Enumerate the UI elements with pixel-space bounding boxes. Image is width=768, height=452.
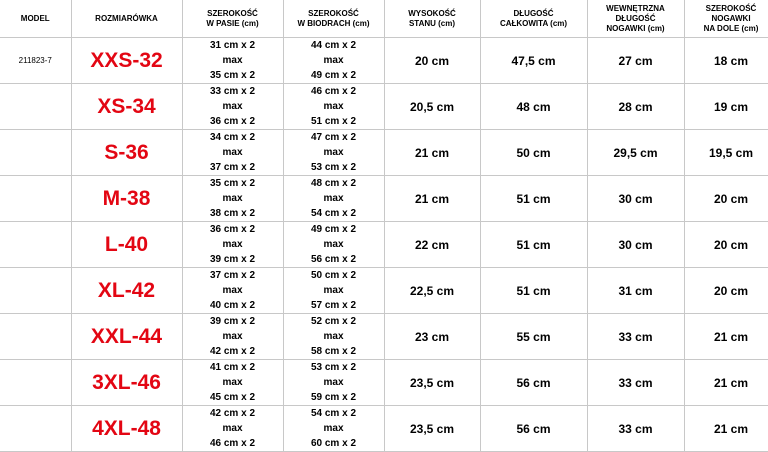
waist-line: max bbox=[222, 239, 243, 250]
header-inseam: WEWNĘTRZNA DŁUGOŚĆ NOGAWKI (cm) bbox=[587, 0, 684, 38]
leg-opening-cell: 20 cm bbox=[684, 176, 768, 222]
hips-line: 57 cm x 2 bbox=[310, 300, 357, 311]
model-cell bbox=[0, 84, 71, 130]
hips-cell bbox=[283, 176, 384, 222]
size-label: XXL-44 bbox=[71, 314, 182, 360]
waist-line: max bbox=[222, 331, 243, 342]
hips-cell bbox=[283, 360, 384, 406]
hips-line: 48 cm x 2 bbox=[310, 178, 357, 189]
rise-cell: 22 cm bbox=[384, 222, 480, 268]
leg-opening-cell: 18 cm bbox=[684, 38, 768, 84]
header-size: ROZMIARÓWKA bbox=[71, 0, 182, 38]
waist-cell bbox=[182, 176, 283, 222]
waist-line: 41 cm x 2 bbox=[209, 362, 256, 373]
header-rise: WYSOKOŚĆ STANU (cm) bbox=[384, 0, 480, 38]
hips-line: max bbox=[323, 101, 344, 112]
waist-line: 37 cm x 2 bbox=[209, 270, 256, 281]
table-row bbox=[0, 406, 768, 452]
inseam-cell: 29,5 cm bbox=[587, 130, 684, 176]
leg-opening-cell: 21 cm bbox=[684, 314, 768, 360]
hips-line: 46 cm x 2 bbox=[310, 86, 357, 97]
hips-cell bbox=[283, 38, 384, 84]
waist-line: max bbox=[222, 147, 243, 158]
model-cell bbox=[0, 360, 71, 406]
waist-line: 33 cm x 2 bbox=[209, 86, 256, 97]
waist-line: 36 cm x 2 bbox=[209, 116, 256, 127]
inseam-cell: 27 cm bbox=[587, 38, 684, 84]
inseam-cell: 31 cm bbox=[587, 268, 684, 314]
size-label: M-38 bbox=[71, 176, 182, 222]
model-cell: 211823-7 bbox=[0, 38, 71, 84]
model-cell bbox=[0, 176, 71, 222]
total-length-cell: 51 cm bbox=[480, 268, 587, 314]
total-length-cell: 56 cm bbox=[480, 406, 587, 452]
table-row bbox=[0, 360, 768, 406]
hips-line: max bbox=[323, 55, 344, 66]
rise-cell: 22,5 cm bbox=[384, 268, 480, 314]
hips-line: max bbox=[323, 193, 344, 204]
hips-line: 52 cm x 2 bbox=[310, 316, 357, 327]
total-length-cell: 51 cm bbox=[480, 176, 587, 222]
rise-cell: 20 cm bbox=[384, 38, 480, 84]
hips-line: 53 cm x 2 bbox=[310, 162, 357, 173]
inseam-cell: 30 cm bbox=[587, 222, 684, 268]
waist-line: max bbox=[222, 193, 243, 204]
size-label: XXS-32 bbox=[71, 38, 182, 84]
inseam-cell: 33 cm bbox=[587, 406, 684, 452]
waist-line: 39 cm x 2 bbox=[209, 316, 256, 327]
leg-opening-cell: 19 cm bbox=[684, 84, 768, 130]
hips-line: 59 cm x 2 bbox=[310, 392, 357, 403]
hips-cell bbox=[283, 222, 384, 268]
size-label: XL-42 bbox=[71, 268, 182, 314]
hips-line: max bbox=[323, 285, 344, 296]
waist-cell bbox=[182, 222, 283, 268]
inseam-cell: 30 cm bbox=[587, 176, 684, 222]
waist-line: max bbox=[222, 285, 243, 296]
waist-line: 35 cm x 2 bbox=[209, 178, 256, 189]
waist-cell bbox=[182, 130, 283, 176]
waist-line: 42 cm x 2 bbox=[209, 346, 256, 357]
hips-line: max bbox=[323, 423, 344, 434]
header-leg-opening: SZEROKOŚĆ NOGAWKI NA DOLE (cm) bbox=[684, 0, 768, 38]
table-row bbox=[0, 314, 768, 360]
waist-cell bbox=[182, 268, 283, 314]
size-label: XS-34 bbox=[71, 84, 182, 130]
hips-line: 56 cm x 2 bbox=[310, 254, 357, 265]
waist-cell bbox=[182, 406, 283, 452]
waist-line: 36 cm x 2 bbox=[209, 224, 256, 235]
total-length-cell: 56 cm bbox=[480, 360, 587, 406]
header-row bbox=[0, 0, 768, 38]
waist-line: max bbox=[222, 101, 243, 112]
hips-line: max bbox=[323, 239, 344, 250]
table-row bbox=[0, 84, 768, 130]
hips-cell bbox=[283, 84, 384, 130]
size-label: L-40 bbox=[71, 222, 182, 268]
hips-line: 58 cm x 2 bbox=[310, 346, 357, 357]
size-label: 4XL-48 bbox=[71, 406, 182, 452]
rise-cell: 23,5 cm bbox=[384, 360, 480, 406]
rise-cell: 23,5 cm bbox=[384, 406, 480, 452]
table-row bbox=[0, 38, 768, 84]
hips-line: 53 cm x 2 bbox=[310, 362, 357, 373]
rise-cell: 20,5 cm bbox=[384, 84, 480, 130]
waist-line: 31 cm x 2 bbox=[209, 40, 256, 51]
hips-line: 54 cm x 2 bbox=[310, 208, 357, 219]
leg-opening-cell: 19,5 cm bbox=[684, 130, 768, 176]
waist-line: 40 cm x 2 bbox=[209, 300, 256, 311]
header-model: MODEL bbox=[0, 0, 71, 38]
waist-line: 35 cm x 2 bbox=[209, 70, 256, 81]
hips-cell bbox=[283, 406, 384, 452]
hips-line: max bbox=[323, 331, 344, 342]
hips-line: 44 cm x 2 bbox=[310, 40, 357, 51]
leg-opening-cell: 20 cm bbox=[684, 222, 768, 268]
inseam-cell: 33 cm bbox=[587, 360, 684, 406]
hips-line: 54 cm x 2 bbox=[310, 408, 357, 419]
rise-cell: 23 cm bbox=[384, 314, 480, 360]
model-cell bbox=[0, 130, 71, 176]
rise-cell: 21 cm bbox=[384, 130, 480, 176]
total-length-cell: 55 cm bbox=[480, 314, 587, 360]
hips-line: 60 cm x 2 bbox=[310, 438, 357, 449]
inseam-cell: 33 cm bbox=[587, 314, 684, 360]
leg-opening-cell: 20 cm bbox=[684, 268, 768, 314]
hips-cell bbox=[283, 268, 384, 314]
model-cell bbox=[0, 222, 71, 268]
hips-line: 49 cm x 2 bbox=[310, 224, 357, 235]
waist-line: 38 cm x 2 bbox=[209, 208, 256, 219]
table-body bbox=[0, 38, 768, 452]
hips-line: 47 cm x 2 bbox=[310, 132, 357, 143]
hips-line: 51 cm x 2 bbox=[310, 116, 357, 127]
size-label: S-36 bbox=[71, 130, 182, 176]
table-row bbox=[0, 268, 768, 314]
hips-line: max bbox=[323, 147, 344, 158]
header-total-length: DŁUGOŚĆ CAŁKOWITA (cm) bbox=[480, 0, 587, 38]
hips-cell bbox=[283, 130, 384, 176]
size-label: 3XL-46 bbox=[71, 360, 182, 406]
model-cell bbox=[0, 268, 71, 314]
rise-cell: 21 cm bbox=[384, 176, 480, 222]
waist-line: max bbox=[222, 377, 243, 388]
hips-cell bbox=[283, 314, 384, 360]
table-row bbox=[0, 130, 768, 176]
table-row bbox=[0, 222, 768, 268]
waist-line: max bbox=[222, 55, 243, 66]
total-length-cell: 51 cm bbox=[480, 222, 587, 268]
waist-line: 45 cm x 2 bbox=[209, 392, 256, 403]
total-length-cell: 48 cm bbox=[480, 84, 587, 130]
header-hips: SZEROKOŚĆ W BIODRACH (cm) bbox=[283, 0, 384, 38]
leg-opening-cell: 21 cm bbox=[684, 406, 768, 452]
waist-cell bbox=[182, 360, 283, 406]
total-length-cell: 47,5 cm bbox=[480, 38, 587, 84]
model-cell bbox=[0, 406, 71, 452]
waist-line: max bbox=[222, 423, 243, 434]
hips-line: 50 cm x 2 bbox=[310, 270, 357, 281]
leg-opening-cell: 21 cm bbox=[684, 360, 768, 406]
waist-line: 37 cm x 2 bbox=[209, 162, 256, 173]
waist-cell bbox=[182, 38, 283, 84]
inseam-cell: 28 cm bbox=[587, 84, 684, 130]
waist-cell bbox=[182, 314, 283, 360]
model-cell bbox=[0, 314, 71, 360]
table-row bbox=[0, 176, 768, 222]
waist-line: 39 cm x 2 bbox=[209, 254, 256, 265]
waist-line: 42 cm x 2 bbox=[209, 408, 256, 419]
hips-line: max bbox=[323, 377, 344, 388]
header-waist: SZEROKOŚĆ W PASIE (cm) bbox=[182, 0, 283, 38]
waist-line: 34 cm x 2 bbox=[209, 132, 256, 143]
hips-line: 49 cm x 2 bbox=[310, 70, 357, 81]
total-length-cell: 50 cm bbox=[480, 130, 587, 176]
waist-cell bbox=[182, 84, 283, 130]
waist-line: 46 cm x 2 bbox=[209, 438, 256, 449]
